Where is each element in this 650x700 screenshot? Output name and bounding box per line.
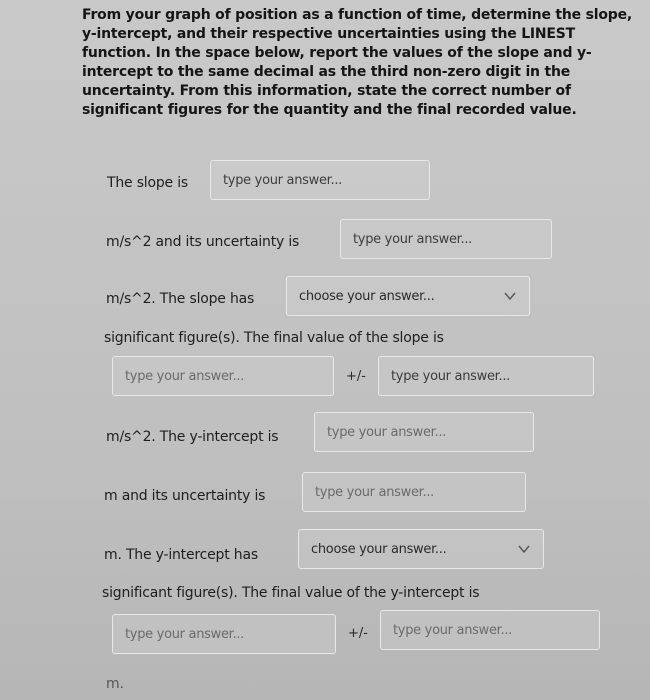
intercept-final-value-input[interactable] (112, 614, 336, 654)
intercept-sigfig-value: choose your answer... (311, 541, 447, 557)
chevron-down-icon (503, 289, 517, 303)
slope-uncertainty-input[interactable] (340, 219, 552, 259)
intercept-sigfig-label: m. The y-intercept has (104, 547, 258, 563)
intercept-input[interactable] (314, 412, 534, 452)
slope-sigfig-value: choose your answer... (299, 288, 435, 304)
intercept-label: m/s^2. The y-intercept is (106, 429, 279, 445)
slope-final-uncertainty-input[interactable] (378, 356, 594, 396)
chevron-down-icon (517, 542, 531, 556)
intercept-uncertainty-input[interactable] (302, 472, 526, 512)
intercept-final-uncertainty-input[interactable] (380, 610, 600, 650)
slope-sigfig-label: m/s^2. The slope has (106, 291, 255, 307)
instructions-text: From your graph of position as a function of time, determine the slope, y-intercept, and their respective uncertainties using the LINEST function. In the space below, report the values of the slope and y-intercept to the same decimal as the third non-zero digit in the uncertainty. From this information, state the correct number of significant figures for the quantity and the final recorded value. (82, 7, 633, 118)
slope-input[interactable] (210, 160, 430, 200)
intercept-sigfig-dropdown[interactable] (298, 529, 544, 569)
trailing-unit-label: m. (106, 676, 124, 692)
slope-uncertainty-label: m/s^2 and its uncertainty is (106, 234, 300, 250)
intercept-uncertainty-label: m and its uncertainty is (104, 488, 266, 504)
slope-label: The slope is (107, 175, 188, 191)
slope-final-label: significant figure(s). The final value of the slope is (104, 330, 444, 346)
intercept-final-label: significant figure(s). The final value of the y-intercept is (102, 585, 480, 601)
slope-sigfig-dropdown[interactable] (286, 276, 530, 316)
slope-final-value-input[interactable] (112, 356, 334, 396)
intercept-plus-minus: +/- (348, 626, 368, 641)
slope-plus-minus: +/- (346, 369, 366, 384)
